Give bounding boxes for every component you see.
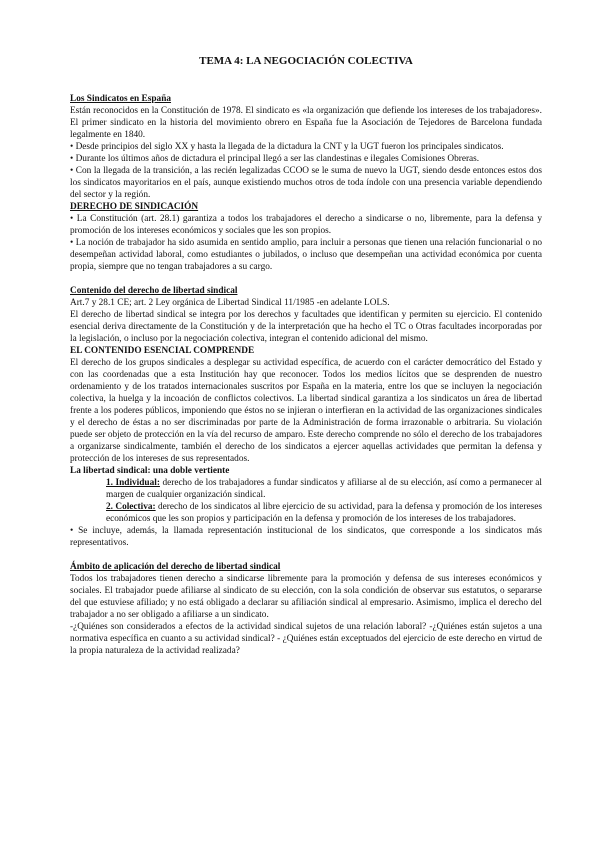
bullet: • La Constitución (art. 28.1) garantiza a todos los trabajadores el derecho a sindicarse o no, libremente, para la defensa y promoción de los intereses económicos y sociales que les son propios. <box>70 214 542 236</box>
bullet: • Durante los últimos años de dictadura el principal llegó a ser las clandestinas e ilegales Comisiones Obreras. <box>70 154 480 164</box>
paragraph: -¿Quiénes son considerados a efectos de la actividad sindical sujetos de una relación laboral? -¿Quiénes están sujetos a una normativa específica en cuanto a su actividad sindical? - ¿Quiénes están exceptuados del ejercicio de este derecho en virtud de la propia naturaleza de la actividad realizada? <box>70 622 542 656</box>
list-item <box>70 501 542 525</box>
paragraph: Todos los trabajadores tienen derecho a sindicarse libremente para la promoción y defensa de sus intereses económicos y sociales. El trabajador puede afiliarse al sindicato de su elección, con la sola condición de observar sus estatutos, o separarse del que estuviese afiliado; y no está obligado a declarar su afiliación sindical al empresario. Asimismo, implica el derecho del trabajador a no ser obligado a afiliarse a un sindicato. <box>70 574 542 620</box>
heading-derecho-sindicacion: DERECHO DE SINDICACIÓN <box>70 202 199 212</box>
paragraph: El derecho de libertad sindical se integra por los derechos y facultades que identifican y permiten su ejercicio. El contenido esencial deriva directamente de la Constitución y de la interpretación que ha hecho el TC o Otras facultades incorporadas por la legislación, o incluso por la negociación colectiva, integran el contenido adicional del mismo. <box>70 310 542 344</box>
list-item-text: derecho de los sindicatos al libre ejercicio de su actividad, para la defensa y promoción de los intereses económicos que les son propios y participación en la defensa y promoción de los intereses de los trabajadores. <box>106 502 542 524</box>
paragraph: Están reconocidos en la Constitución de 1978. El sindicato es «la organización que defiende los intereses de los trabajadores». El primer sindicato en la historia del movimiento obrero en España fue la Asociación de Tejedores de Barcelona fundada legalmente en 1840. <box>70 106 542 140</box>
bullet: • Se incluye, además, la llamada representación institucional de los sindicatos, que corresponde a los sindicatos más representativos. <box>70 526 542 548</box>
paragraph: El derecho de los grupos sindicales a desplegar su actividad específica, de acuerdo con el carácter democrático del Estado y con las coordenadas que a esta Institución hay que reconocer. Todos los medios lícitos que se desprenden de nuestro ordenamiento y de los tratados internacionales suscritos por España en la materia, entre los que se incluyen la negociación colectiva, la huelga y la incoación de conflictos colectivos. La libertad sindical garantiza a los sindicatos un área de libertad frente a los poderes públicos, imponiendo que éstos no se injieran o interfieran en la actividad de las organizaciones sindicales y el derecho de éstas a no ser discriminadas por parte de la Administración de forma irrazonable o arbitraria. Su violación puede ser objeto de protección en la vía del recurso de amparo. Este derecho comprende no sólo el derecho de los trabajadores a organizarse sindicalmente, también el derecho de los sindicatos a ejercer aquellas actividades que permitan la defensa y protección de los intereses de sus representados. <box>70 358 542 464</box>
list-item <box>70 477 542 501</box>
list-item-text: derecho de los trabajadores a fundar sindicatos y afiliarse al de su elección, así como a permanecer al margen de cualquier organización sindical. <box>106 478 542 500</box>
paragraph: Art.7 y 28.1 CE; art. 2 Ley orgánica de Libertad Sindical 11/1985 -en adelante LOLS. <box>70 298 390 308</box>
heading-doble-vertiente: La libertad sindical: una doble vertiente <box>70 466 230 476</box>
heading-contenido: Contenido del derecho de libertad sindical <box>70 286 238 296</box>
bullet: • Con la llegada de la transición, a las recién legalizadas CCOO se le suma de nuevo la UGT, siendo desde entonces estos dos los sindicatos mayoritarios en el país, aunque existiendo muchos otros de toda índole con una presencia variable dependiendo del sector y la región. <box>70 166 542 200</box>
bullet: • Desde principios del siglo XX y hasta la llegada de la dictadura la CNT y la UGT fueron los principales sindicatos. <box>70 142 504 152</box>
bullet: • La noción de trabajador ha sido asumida en sentido amplio, para incluir a personas que tienen una relación funcionarial o no desempeñan actividad laboral, como estudiantes o jubilados, o incluso que desempeñan una actividad económica por cuenta propia, siempre que no tengan trabajadores a su cargo. <box>70 238 542 272</box>
heading-sindicatos: Los Sindicatos en España <box>70 94 172 104</box>
document-page <box>70 55 542 657</box>
heading-contenido-esencial: EL CONTENIDO ESENCIAL COMPRENDE <box>70 346 255 356</box>
document-title: TEMA 4: LA NEGOCIACIÓN COLECTIVA <box>199 55 413 67</box>
list-item-label: 1. Individual: <box>106 478 160 488</box>
heading-ambito: Ámbito de aplicación del derecho de libertad sindical <box>70 562 281 572</box>
list-item-label: 2. Colectiva: <box>106 502 156 512</box>
